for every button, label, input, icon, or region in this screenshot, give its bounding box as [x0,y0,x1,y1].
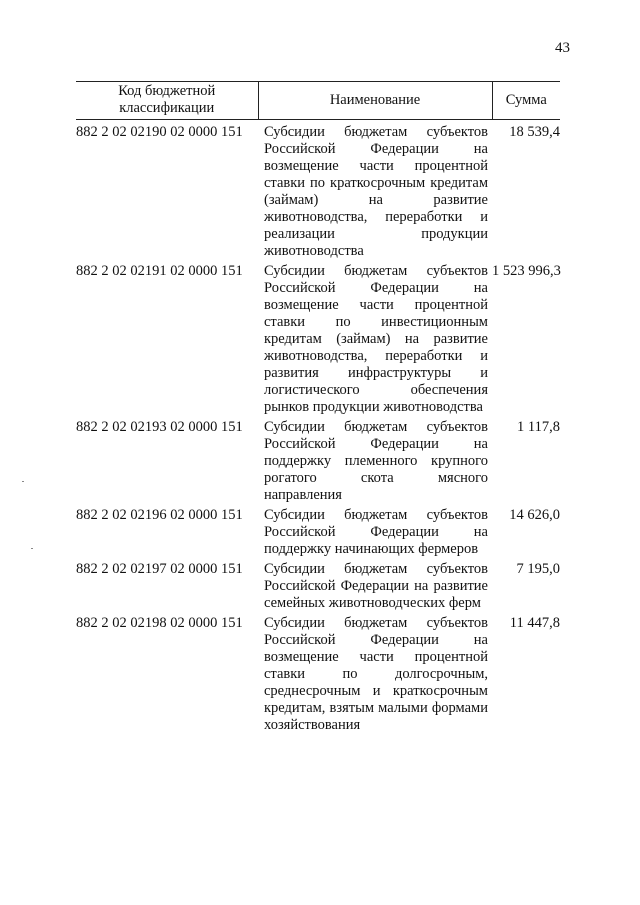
row-sum: 7 195,0 [516,561,560,577]
row-sum: 18 539,4 [509,124,560,140]
row-name: Субсидии бюджетам субъектов Российской Федерации на развитие семейных животноводческих ферм [264,561,488,611]
row-code: 882 2 02 02193 02 0000 151 [76,419,243,435]
table-row [76,120,560,261]
table-row [76,612,560,734]
table-header [76,82,560,120]
row-sum: 14 626,0 [509,507,560,523]
scan-speck [31,548,33,549]
page-number: 43 [555,40,570,56]
row-code: 882 2 02 02191 02 0000 151 [76,263,243,279]
table-body [76,120,560,735]
row-code: 882 2 02 02196 02 0000 151 [76,507,243,523]
header-name: Наименование [258,82,492,120]
row-name: Субсидии бюджетам субъектов Российской Федерации на возмещение части процентной ставки по долгосрочным, среднесрочным и краткосрочным кредитам, взятым малыми формами хозяйствования [264,615,488,733]
scan-speck [22,481,24,482]
header-code: Код бюджетной классификации [76,82,258,120]
row-sum: 11 447,8 [509,615,560,631]
table-row [76,558,560,612]
row-name: Субсидии бюджетам субъектов Российской Федерации на поддержку племенного крупного рогатого скота мясного направления [264,419,488,503]
row-code: 882 2 02 02197 02 0000 151 [76,561,243,577]
row-name: Субсидии бюджетам субъектов Российской Федерации на возмещение части процентной ставки по краткосрочным кредитам (займам) на развитие животноводства, переработки и реализации продукции животноводства [264,124,488,259]
table-row [76,504,560,558]
row-code: 882 2 02 02190 02 0000 151 [76,124,243,140]
row-name: Субсидии бюджетам субъектов Российской Федерации на возмещение части процентной ставки по инвестиционным кредитам (займам) на развитие животноводства, переработки и развития инфраструктуры и логистического обеспечения рынков продукции животноводства [264,263,488,415]
budget-table [76,81,560,734]
row-sum: 1 523 996,3 [492,263,561,279]
row-code: 882 2 02 02198 02 0000 151 [76,615,243,631]
header-sum: Сумма [492,82,560,120]
row-name: Субсидии бюджетам субъектов Российской Федерации на поддержку начинающих фермеров [264,507,488,557]
table-row [76,260,560,416]
row-sum: 1 117,8 [517,419,560,435]
table-row [76,416,560,504]
